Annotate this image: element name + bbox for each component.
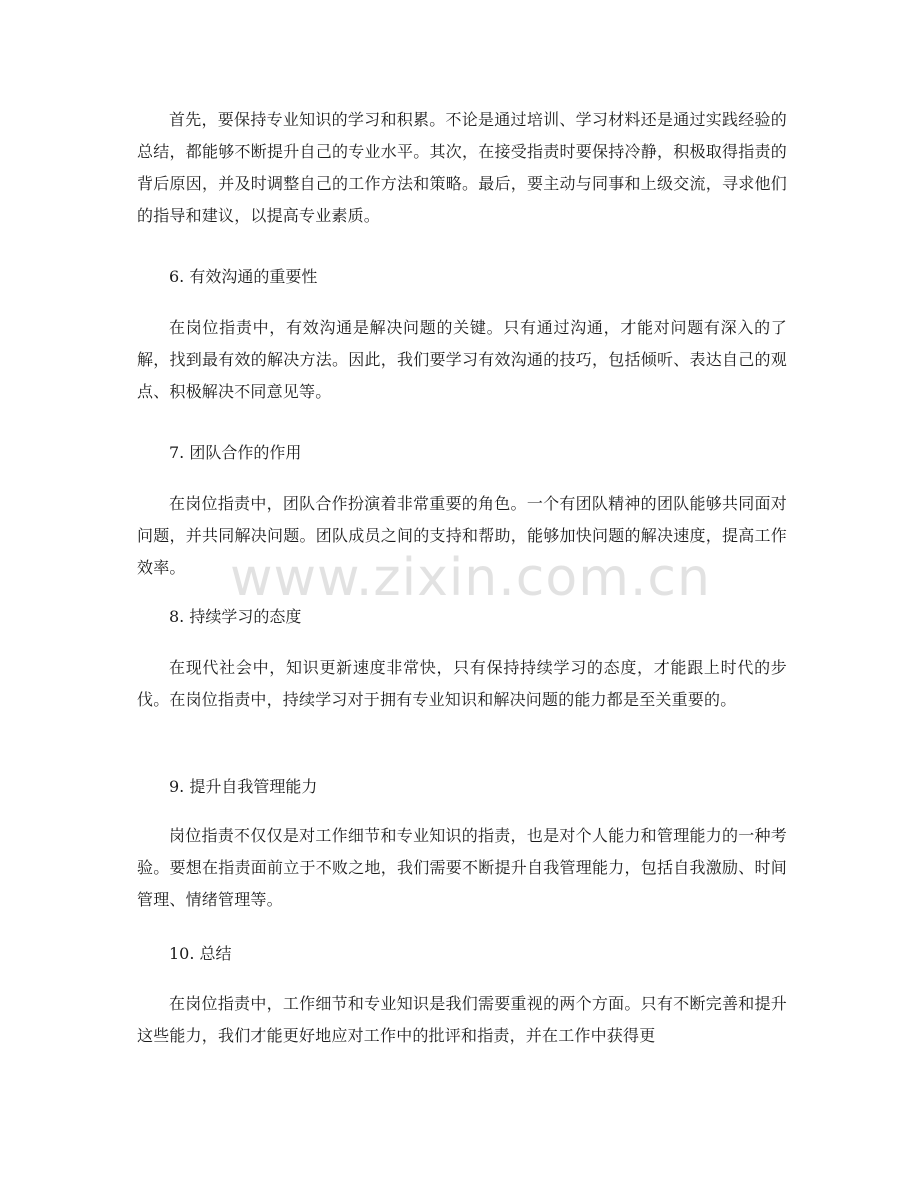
paragraph-intro: 首先，要保持专业知识的学习和积累。不论是通过培训、学习材料还是通过实践经验的总结，都能够不断提升自己的专业水平。其次，在接受指责时要保持冷静，积极取得指责的背后原因，并及时调整自己的工作方法和策略。最后，要主动与同事和上级交流，寻求他们的指导和建议，以提高专业素质。 <box>137 110 787 225</box>
paragraph-section-7: 在岗位指责中，团队合作扮演着非常重要的角色。一个有团队精神的团队能够共同面对问题，并共同解决问题。团队成员之间的支持和帮助，能够加快问题的解决速度，提高工作效率。 <box>137 494 787 577</box>
heading-section-7: 7. 团队合作的作用 <box>169 443 302 462</box>
paragraph-section-6: 在岗位指责中，有效沟通是解决问题的关键。只有通过沟通，才能对问题有深入的了解，找到最有效的解决方法。因此，我们要学习有效沟通的技巧，包括倾听、表达自己的观点、积极解决不同意见等。 <box>137 318 787 401</box>
paragraph-section-10: 在岗位指责中，工作细节和专业知识是我们需要重视的两个方面。只有不断完善和提升这些能力，我们才能更好地应对工作中的批评和指责，并在工作中获得更 <box>137 994 787 1045</box>
paragraph-section-9: 岗位指责不仅仅是对工作细节和专业知识的指责，也是对个人能力和管理能力的一种考验。要想在指责面前立于不败之地，我们需要不断提升自我管理能力，包括自我激励、时间管理、情绪管理等。 <box>137 826 787 909</box>
heading-section-8: 8. 持续学习的态度 <box>169 607 302 626</box>
heading-section-10: 10. 总结 <box>169 944 232 963</box>
heading-section-9: 9. 提升自我管理能力 <box>169 777 318 796</box>
watermark: www.zixin.com.cn <box>230 548 711 608</box>
paragraph-section-8: 在现代社会中，知识更新速度非常快，只有保持持续学习的态度，才能跟上时代的步伐。在岗位指责中，持续学习对于拥有专业知识和解决问题的能力都是至关重要的。 <box>137 658 787 709</box>
heading-section-6: 6. 有效沟通的重要性 <box>169 267 318 286</box>
